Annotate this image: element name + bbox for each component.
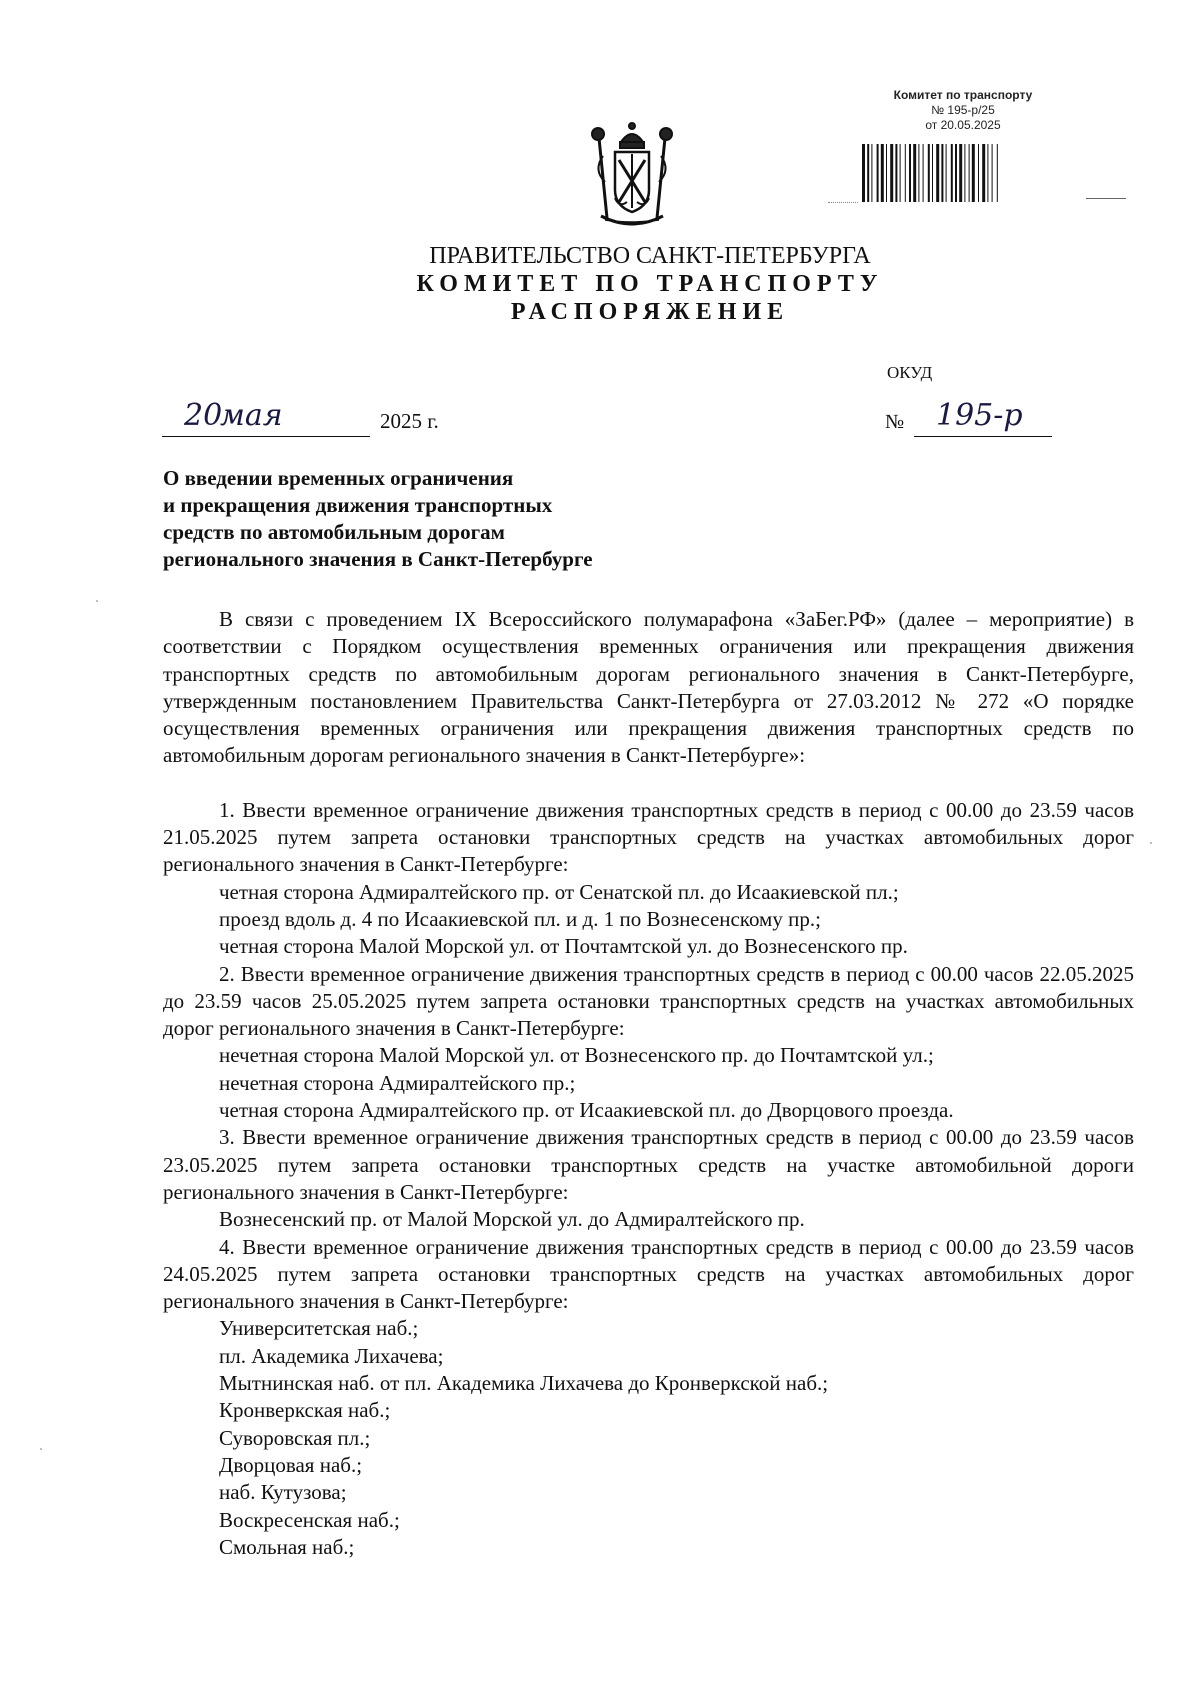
barcode-bar: [969, 144, 970, 202]
number-sign: №: [885, 411, 905, 433]
subject-line: О введении временных ограничения: [163, 466, 514, 490]
subject-line: и прекращения движения транспортных: [163, 493, 553, 517]
clause-4-item: Университетская наб.;: [219, 1316, 419, 1341]
coat-of-arms-icon: [585, 120, 679, 230]
barcode-bar: [923, 144, 924, 202]
clause-3-item: Вознесенский пр. от Малой Морской ул. до Адмиралтейского пр.: [219, 1207, 805, 1232]
subject-line: регионального значения в Санкт-Петербурге: [163, 547, 593, 571]
clause-4-item: пл. Академика Лихачева;: [219, 1343, 444, 1368]
clause-4-item: наб. Кутузова;: [219, 1480, 347, 1505]
clause-4-item: Мытнинская наб. от пл. Академика Лихачева до Кронверкской наб.;: [219, 1371, 829, 1396]
date-day-handwritten: 20: [184, 398, 223, 433]
barcode-divider: [1086, 198, 1126, 199]
clause-4-item: Воскресенская наб.;: [219, 1507, 400, 1532]
date-field: [162, 398, 370, 437]
barcode-bar: [895, 144, 897, 202]
document-body: [163, 606, 1134, 1561]
scan-speck: [96, 600, 98, 602]
clause-4: 4. Ввести временное ограничение движения транспортных средств в период с 00.00 до 23.59 часов 24.05.2025 путем запрета остановки транспортных средств на участках автомобильных дорог регионального значения в Санкт-Петербурге:: [163, 1234, 1134, 1314]
scan-speck: [1150, 842, 1152, 844]
document-type: РАСПОРЯЖЕНИЕ: [510, 299, 790, 325]
clause-1-item: четная сторона Адмиралтейского пр. от Сенатской пл. до Исаакиевской пл.;: [219, 879, 899, 904]
registration-stamp: [858, 88, 1068, 133]
barcode-bar: [909, 144, 911, 202]
barcode-bar: [959, 144, 962, 202]
clause-2-item: четная сторона Адмиралтейского пр. от Исаакиевской пл. до Дворцового проезда.: [219, 1098, 954, 1123]
barcode-bar: [890, 144, 893, 202]
clause-2-item: нечетная сторона Малой Морской ул. от Вознесенского пр. до Почтамтской ул.;: [219, 1043, 934, 1068]
barcode-bar: [972, 144, 975, 202]
clause-4-item: Дворцовая наб.;: [219, 1452, 363, 1477]
barcode-bar: [918, 144, 919, 202]
committee-name: КОМИТЕТ ПО ТРАНСПОРТУ: [416, 271, 884, 297]
clause-4-item: Кронверкская наб.;: [219, 1398, 391, 1423]
barcode-bar: [877, 144, 879, 202]
preamble-paragraph: В связи с проведением IX Всероссийского полумарафона «ЗаБег.РФ» (далее – мероприятие) в соответствии с Порядком осуществления временных ограничения или прекращения движения транспортных средств по автомобильным дорогам регионального значения в Санкт-Петербурге, утвержденным постановлением Правительства Санкт-Петербурга от 27.03.2012 № 272 «О порядке осуществления временных ограничения или прекращения движения транспортных средств по автомобильным дорогам регионального значения в Санкт-Петербурге»:: [163, 607, 1134, 768]
stamp-date: от 20.05.2025: [925, 118, 1001, 132]
barcode-bar: [955, 144, 957, 202]
number-handwritten: 195-р: [936, 398, 1023, 433]
barcode-dotted-mark: [828, 202, 858, 203]
okud-label: ОКУД: [887, 363, 933, 382]
date-year: 2025 г.: [380, 409, 439, 433]
clause-1-item: проезд вдоль д. 4 по Исаакиевской пл. и д. 1 по Вознесенскому пр.;: [219, 906, 821, 931]
barcode-bar: [951, 144, 953, 202]
barcode-bar: [997, 144, 998, 202]
barcode-bar: [928, 144, 930, 202]
barcode-bar: [992, 144, 993, 202]
stamp-number: № 195-р/25: [931, 103, 995, 117]
stamp-org: Комитет по транспорту: [893, 88, 1033, 102]
barcode-bar: [964, 144, 965, 202]
number-field: [914, 398, 1052, 437]
barcode-bar: [862, 144, 865, 202]
barcode-bar: [941, 144, 943, 202]
barcode-bar: [871, 144, 872, 202]
barcode-image: [860, 144, 1072, 202]
document-subject: [163, 465, 723, 573]
clause-2-item: нечетная сторона Адмиралтейского пр.;: [219, 1070, 576, 1095]
barcode-bar: [881, 144, 884, 202]
government-name: ПРАВИТЕЛЬСТВО САНКТ-ПЕТЕРБУРГА: [429, 243, 871, 269]
date-month-handwritten: мая: [220, 398, 283, 433]
barcode-bar: [982, 144, 985, 202]
clause-1: 1. Ввести временное ограничение движения транспортных средств в период с 00.00 до 23.59 часов 21.05.2025 путем запрета остановки транспортных средств на участках автомобильных дорог регионального значения в Санкт-Петербурге:: [163, 797, 1134, 877]
clause-4-item: Суворовская пл.;: [219, 1425, 371, 1450]
barcode-bar: [932, 144, 933, 202]
barcode-bar: [900, 144, 901, 202]
document-header: [0, 242, 1200, 326]
clause-1-item: четная сторона Малой Морской ул. от Почтамтской ул. до Вознесенского пр.: [219, 934, 908, 959]
clause-3: 3. Ввести временное ограничение движения транспортных средств в период с 00.00 до 23.59 часов 23.05.2025 путем запрета остановки транспортных средств на участке автомобильной дороги регионального значения в Санкт-Петербурге:: [163, 1125, 1134, 1204]
barcode-bar: [936, 144, 939, 202]
barcode-bar: [946, 144, 947, 202]
barcode-bar: [886, 144, 887, 202]
subject-line: средств по автомобильным дорогам: [163, 520, 505, 544]
barcode-bar: [987, 144, 988, 202]
barcode-bar: [905, 144, 906, 202]
barcode-bar: [913, 144, 916, 202]
barcode-bar: [978, 144, 979, 202]
clause-2: 2. Ввести временное ограничение движения транспортных средств в период с 00.00 часов 22.05.2025 до 23.59 часов 25.05.2025 путем запрета остановки транспортных средств на участках автомобильных дорог регионального значения в Санкт-Петербурге:: [163, 961, 1134, 1041]
clause-4-item: Смольная наб.;: [219, 1534, 355, 1559]
barcode-bar: [867, 144, 869, 202]
scan-speck: [40, 1448, 42, 1450]
date-number-row: [162, 398, 1062, 444]
